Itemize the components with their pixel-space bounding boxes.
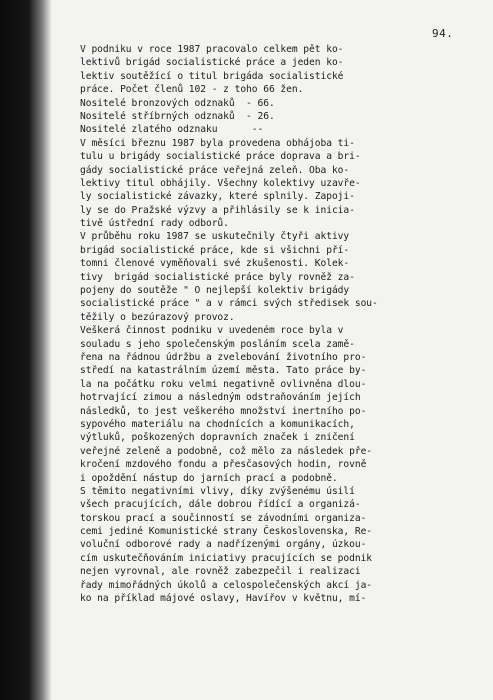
text-line: gády socialistické práce veřejná zeleň. Oba ko-: [80, 164, 350, 176]
text-line: i opoždění nástup do jarních prací a podobně.: [80, 472, 338, 484]
text-line: S těmito negativními vlivy, díky zvýšenému úsilí: [80, 485, 355, 497]
scan-binding-shadow: [0, 0, 52, 700]
text-line: torskou prací a součinností se závodními organiza-: [80, 512, 367, 524]
text-line: ly socialistické závazky, které splnily. Zapoji-: [80, 191, 355, 203]
text-line: ly se do Pražské výzvy a přihlásily se k inicia-: [80, 204, 355, 216]
text-line: řady mimořádných úkolů a celospolečenských akcí ja-: [80, 579, 373, 591]
text-line: tivě ústřední rady odborů.: [80, 218, 229, 230]
text-line: brigád socialistické práce, kde si všichni pří-: [80, 244, 350, 256]
text-line: lektivů brigád socialistické práce a jeden ko-: [80, 57, 344, 69]
text-line: cemi jediné Komunistické strany Československa, Re-: [80, 526, 373, 538]
text-line: řena na řádnou údržbu a zvelebování životního pro-: [80, 351, 367, 363]
text-line: tulu u brigády socialistické práce doprava a bri-: [80, 151, 361, 163]
text-line: Nositelé zlatého odznaku --: [80, 124, 264, 136]
text-line: voluční odborové rady a nadřízenými orgány, úzkou-: [80, 539, 367, 551]
text-line: V měsíci březnu 1987 byla provedena obhájoba ti-: [80, 137, 355, 149]
typewritten-text-block: [80, 43, 480, 605]
text-line: Nositelé stříbrných odznaků - 26.: [80, 110, 275, 122]
text-line: pojeny do soutěže " O nejlepší kolektiv brigády: [80, 285, 350, 297]
text-line: V podniku v roce 1987 pracovalo celkem pět ko-: [80, 44, 344, 55]
text-line: práce. Počet členů 102 - z toho 66 žen.: [80, 84, 304, 96]
text-line: následků, to jest veškerého množství inertního po-: [80, 405, 367, 417]
page-number: 94.: [432, 27, 454, 40]
text-line: všech pracujících, dále dobrou řídící a organizá-: [80, 499, 361, 511]
text-line: souladu s jeho společenským posláním scela zamě-: [80, 338, 355, 350]
text-line: výtluků, poškozených dopravních značek i zničení: [80, 432, 355, 444]
text-line: nejen vyrovnal, ale rovněž zabezpečil i realizaci: [80, 566, 361, 578]
text-line: tivy brigád socialistické práce byly rovněž za-: [80, 271, 355, 283]
text-line: la na počátku roku velmi negativně ovlivněna dlou-: [80, 378, 367, 390]
text-line: kročení mzdového fondu a přesčasových hodin, rovně: [80, 459, 367, 471]
text-line: těžily o bezúrazový provoz.: [80, 311, 235, 323]
text-line: lektiv soutěžící o titul brigáda socialistické: [80, 70, 344, 82]
text-line: sypového materiálu na chodnících a komunikacích,: [80, 418, 355, 430]
text-line: Veškerá činnost podniku v uvedeném roce byla v: [80, 325, 344, 337]
text-line: ko na příklad májové oslavy, Havířov v květnu, mí-: [80, 593, 367, 605]
text-line: hotrvající zimou a následným odstraňováním jejích: [80, 392, 361, 404]
text-line: cím uskutečňováním iniciativy pracujících se podnik: [80, 552, 373, 564]
text-line: středí na katastrálním území města. Tato práce by-: [80, 365, 367, 377]
text-line: V průběhu roku 1987 se uskutečnily čtyři aktivy: [80, 231, 350, 243]
text-line: lektivy titul obhájily. Všechny kolektivy uzavře-: [80, 177, 361, 189]
text-line: Nositelé bronzových odznaků - 66.: [80, 97, 275, 109]
text-line: tomni členové vyměňovali své zkušenosti. Kolek-: [80, 258, 350, 270]
text-line: veřejné zeleně a podobně, což mělo za následek pře-: [80, 445, 373, 457]
text-line: socialistické práce " a v rámci svých středisek sou-: [80, 298, 378, 310]
